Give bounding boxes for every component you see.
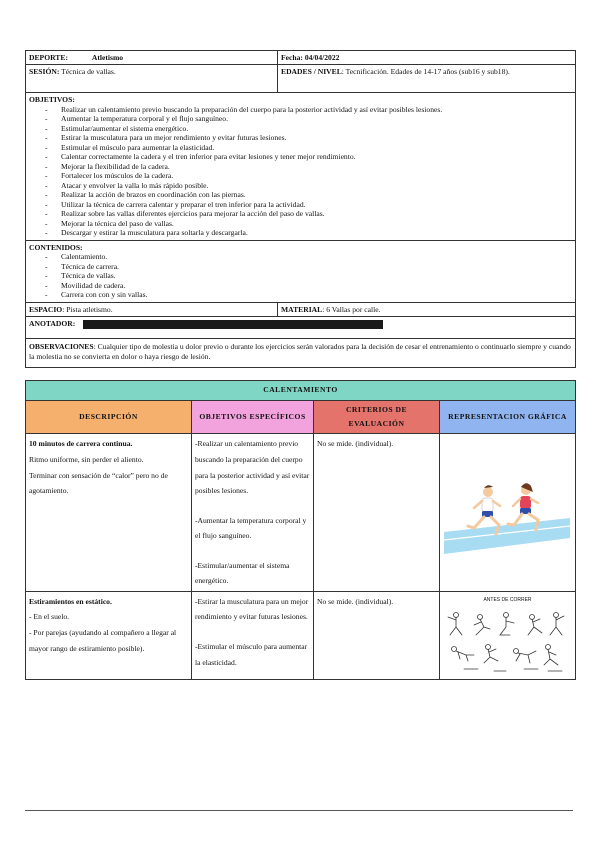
representacion-cell xyxy=(440,591,576,679)
objetivo-especifico: -Estimular/aumentar el sistema energético. xyxy=(195,560,290,586)
objetivos-list xyxy=(29,105,572,238)
objetivo-item: - Mejorar la flexibilidad de la cadera. xyxy=(45,162,572,171)
calentamiento-table xyxy=(25,380,576,680)
col-descripcion-header: DESCRIPCIÓN xyxy=(26,400,192,434)
footer-divider xyxy=(25,810,573,811)
desc-line: - Por parejas (ayudando al compañero a llegar al mayor rango de estiramiento posible). xyxy=(29,628,177,653)
deporte-label: DEPORTE: xyxy=(29,53,68,62)
material-cell xyxy=(278,302,576,316)
col-representacion-header: REPRESENTACION GRÁFICA xyxy=(440,400,576,434)
objetivo-item: - Mejorar la técnica del paso de vallas. xyxy=(45,219,572,228)
sesion-label: SESIÓN: xyxy=(29,67,60,77)
stretching-title: ANTES DE CORRER xyxy=(483,596,532,603)
objetivo-item: - Atacar y envolver la valla lo más rápido posible. xyxy=(45,181,572,190)
contenido-item: - Calentamiento. xyxy=(45,252,572,261)
espacio-cell xyxy=(26,302,278,316)
objetivo-item: - Estirar la musculatura para un mejor rendimiento y evitar futuras lesiones. xyxy=(45,133,572,142)
contenidos-title: CONTENIDOS: xyxy=(29,242,83,252)
objetivo-especifico: -Estimular el músculo para aumentar la elasticidad. xyxy=(195,642,308,667)
objetivo-especifico: -Estirar la musculatura para un mejor rendimiento y evitar futuras lesiones. xyxy=(195,596,309,622)
edades-label: EDADES / NIVEL xyxy=(281,67,342,77)
desc-title: 10 minutos de carrera continua. xyxy=(29,439,133,449)
representacion-cell xyxy=(440,434,576,592)
objetivo-item: - Aumentar la temperatura corporal y el flujo sanguíneo. xyxy=(45,114,572,123)
material-label: MATERIAL xyxy=(281,304,323,314)
deporte-value: Atletismo xyxy=(91,53,124,62)
table-row xyxy=(26,591,576,679)
descripcion-cell xyxy=(26,591,192,679)
fecha-value: Fecha: 04/04/2022 xyxy=(281,53,340,62)
objetivo-especifico: -Aumentar la temperatura corporal y el flujo sanguíneo. xyxy=(195,515,307,541)
edades-value: : Tecnificación. Edades de 14-17 años (sub16 y sub18). xyxy=(341,67,510,77)
objetivo-item: - Fortalecer los músculos de la cadera. xyxy=(45,171,572,180)
desc-line: - En el suelo. xyxy=(29,612,70,622)
contenido-item: - Técnica de vallas. xyxy=(45,271,572,280)
session-sheet xyxy=(25,50,575,680)
contenidos-list xyxy=(29,252,572,299)
contenido-item: - Carrera con con y sin vallas. xyxy=(45,290,572,299)
criterios-cell xyxy=(314,591,440,679)
runners-illustration-icon xyxy=(444,470,570,556)
objetivo-item: - Estimular el músculo para aumentar la elasticidad. xyxy=(45,143,572,152)
desc-title: Estiramientos en estático. xyxy=(29,596,112,606)
objetivo-item: - Calentar correctamente la cadera y el tren inferior para evitar lesiones y tener mejor rendimiento. xyxy=(45,152,572,161)
objetivos-title: OBJETIVOS: xyxy=(29,95,75,105)
fecha-cell xyxy=(278,51,576,65)
col-criterios-header: CRITERIOS DE EVALUACIÓN xyxy=(314,400,440,434)
desc-line: Terminar con sensación de “calor” pero no de agotamiento. xyxy=(29,470,168,496)
objetivo-item: - Descargar y estirar la musculatura para soltarla y descargarla. xyxy=(45,228,572,237)
contenido-item: - Técnica de carrera. xyxy=(45,262,572,271)
deporte-cell xyxy=(26,51,278,65)
objetivos-especificos-cell xyxy=(192,434,314,592)
calentamiento-header: CALENTAMIENTO xyxy=(26,381,576,400)
descripcion-cell xyxy=(26,434,192,592)
session-info-table xyxy=(25,50,576,368)
observaciones-cell xyxy=(26,339,576,368)
objetivo-item: - Estimular/aumentar el sistema energético. xyxy=(45,124,572,133)
espacio-value: : Pista atletismo. xyxy=(62,304,113,314)
criterio-text: No se mide. (individual). xyxy=(317,596,394,606)
observaciones-label: OBSERVACIONES xyxy=(29,342,94,352)
criterio-text: No se mide. (individual). xyxy=(317,439,394,449)
criterios-cell xyxy=(314,434,440,592)
objetivos-especificos-cell xyxy=(192,591,314,679)
anotador-cell xyxy=(26,317,576,339)
objetivo-item: - Realizar un calentamiento previo buscando la preparación del cuerpo para la posterior actividad y así evitar posibles lesiones. xyxy=(45,105,572,114)
stretching-sketches-icon xyxy=(444,605,570,675)
contenidos-cell xyxy=(26,240,576,302)
observaciones-value: : Cualquier tipo de molestia u dolor previo o durante los ejercicios serán valorados para la decisión de cesar el entrenamiento o continuarlo siempre y cuando la molestia no se convierta en dolor o haya riesgo de lesión. xyxy=(29,342,571,361)
sesion-cell xyxy=(26,65,278,93)
objetivo-especifico: -Realizar un calentamiento previo buscando la preparación del cuerpo para la posterior actividad y así evitar posibles lesiones. xyxy=(195,439,310,496)
contenido-item: - Movilidad de cadera. xyxy=(45,281,572,290)
table-row xyxy=(26,434,576,592)
objetivo-item: - Utilizar la técnica de carrera calentar y preparar el tren inferior para la actividad. xyxy=(45,200,572,209)
material-value: : 6 Vallas por calle. xyxy=(322,304,381,314)
objetivo-item: - Realizar sobre las vallas diferentes ejercicios para mejorar la acción del paso de vallas. xyxy=(45,209,572,218)
col-objetivos-header: OBJETIVOS ESPECÍFICOS xyxy=(192,400,314,434)
objetivos-cell xyxy=(26,93,576,240)
desc-line: Ritmo uniforme, sin perder el aliento. xyxy=(29,454,144,464)
redacted-name xyxy=(83,320,383,329)
sesion-value: Técnica de vallas. xyxy=(61,67,116,77)
objetivo-item: - Realizar la acción de brazos en coordinación con las piernas. xyxy=(45,190,572,199)
edades-cell xyxy=(278,65,576,93)
anotador-label: ANOTADOR: xyxy=(29,319,76,329)
espacio-label: ESPACIO xyxy=(29,304,63,314)
